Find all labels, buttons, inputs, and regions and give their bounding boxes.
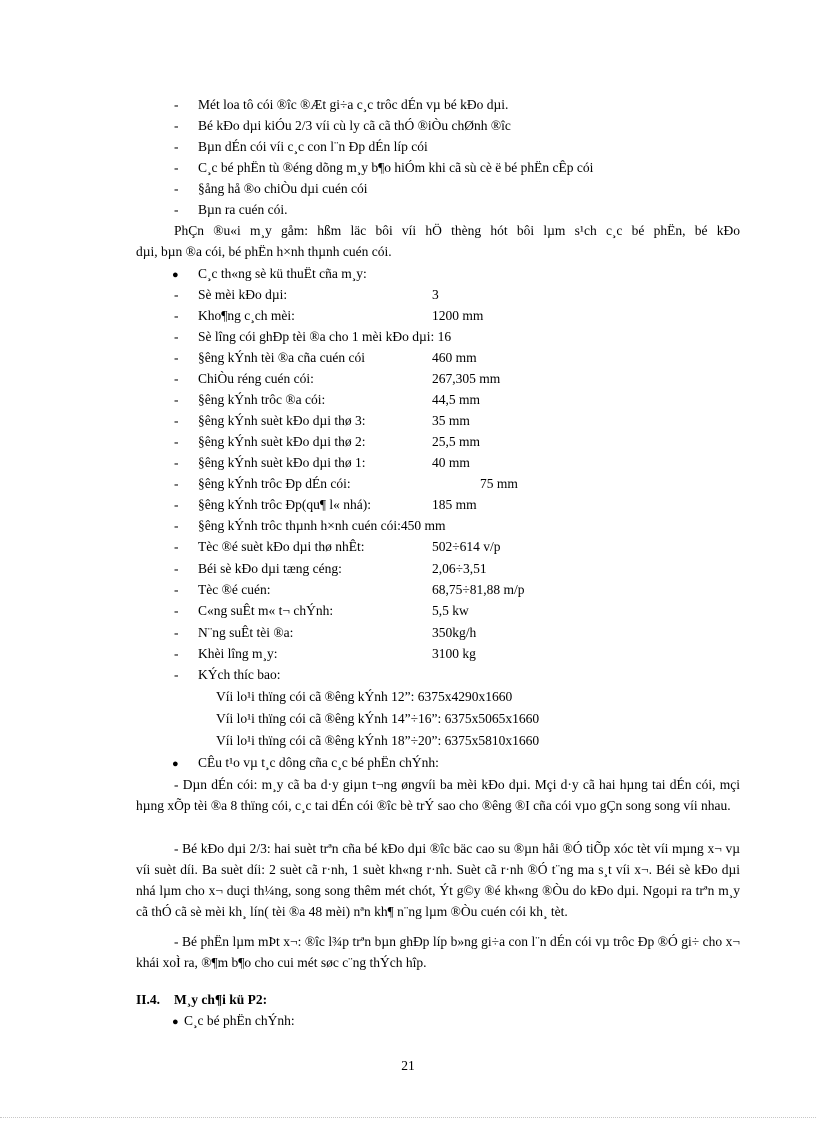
spec-value: 25,5 mm xyxy=(432,434,481,449)
spec-label: Tèc ®é cuén: xyxy=(198,582,271,597)
spec-label: Sè lîng cói ghÐp tèi ®a cho 1 mèi kÐo dµi: 16 xyxy=(198,329,452,344)
structure-header: CÊu t¹o vµ t¸c dông cña c¸c bé phËn chÝnh: xyxy=(198,755,439,770)
spec-value: 75 mm xyxy=(480,476,518,491)
spec-dash: - xyxy=(174,455,179,470)
spec-value: 35 mm xyxy=(432,413,470,428)
structure-paragraph: - Bé phËn lµm mÞt x¬: ®îc l¾p trªn bµn ghÐp líp b»ng gi÷a con l¨n dÉn cói vµ trôc Ðp ®Ó gi÷ cho x¬ khái xoÌ ra, ®¶m b¶o cho cui mét søc c¨ng thÝch hîp. xyxy=(136,934,740,970)
bullet-icon: ● xyxy=(172,1016,179,1028)
spec-label: ChiÒu réng cuén cói: xyxy=(198,371,314,386)
spec-label: Khèi lîng m¸y: xyxy=(198,646,278,661)
page-number: 21 xyxy=(401,1058,415,1073)
spec-dash: - xyxy=(174,497,179,512)
specs-header: C¸c th«ng sè kü thuËt cña m¸y: xyxy=(198,266,367,281)
list-dash: - xyxy=(174,160,179,175)
spec-value: 40 mm xyxy=(432,455,470,470)
spec-label: §êng kÝnh trôc Ðp(qu¶ l« nhá): xyxy=(198,497,371,512)
bullet-icon: ● xyxy=(172,758,179,770)
spec-value: 3 xyxy=(432,287,439,302)
spec-value: 185 mm xyxy=(432,497,477,512)
footer-divider xyxy=(0,1117,816,1118)
spec-dash: - xyxy=(174,350,179,365)
spec-label: §êng kÝnh suèt kÐo dµi thø 1: xyxy=(198,455,366,470)
spec-dash: - xyxy=(174,476,179,491)
list-dash: - xyxy=(174,181,179,196)
spec-label: C«ng suÊt m« t¬ chÝnh: xyxy=(198,603,334,618)
spec-dash: - xyxy=(174,413,179,428)
spec-dash: - xyxy=(174,646,179,661)
spec-dash: - xyxy=(174,518,179,533)
list-item: §ång hå ®o chiÒu dµi cuén cói xyxy=(198,181,368,196)
spec-value: 44,5 mm xyxy=(432,392,481,407)
spec-value: 5,5 kw xyxy=(432,603,469,618)
spec-dash: - xyxy=(174,539,179,554)
spec-value: 350kg/h xyxy=(432,625,477,640)
list-item: Bé kÐo dµi kiÓu 2/3 víi cù ly cã cã thÓ ®iÒu chØnh ®îc xyxy=(198,118,511,133)
spec-value: 68,75÷81,88 m/p xyxy=(432,582,525,597)
list-dash: - xyxy=(174,139,179,154)
spec-label: Sè mèi kÐo dµi: xyxy=(198,287,288,302)
spec-value: 1200 mm xyxy=(432,308,484,323)
spec-dash: - xyxy=(174,371,179,386)
spec-dash: - xyxy=(174,625,179,640)
list-dash: - xyxy=(174,118,179,133)
spec-label: §êng kÝnh trôc thµnh h×nh cuén cói:450 mm xyxy=(198,518,446,533)
dimension-line: Víi lo¹i thïng cói cã ®êng kÝnh 12”: 6375x4290x1660 xyxy=(216,689,513,704)
list-dash: - xyxy=(174,202,179,217)
list-item: Bµn ra cuén cói. xyxy=(198,202,288,217)
spec-label: Béi sè kÐo dµi tæng céng: xyxy=(198,561,342,576)
paragraph-line: dµi, bµn ®a cói, bé phËn h×nh thµnh cuén cói. xyxy=(136,244,392,259)
list-item: C¸c bé phËn tù ®éng dõng m¸y b¶o hiÓm khi cã sù cè ë bé phËn cÊp cói xyxy=(198,160,594,175)
spec-label: Kho¶ng c¸ch mèi: xyxy=(198,308,295,323)
spec-dash: - xyxy=(174,561,179,576)
spec-dash: - xyxy=(174,667,179,682)
spec-dash: - xyxy=(174,603,179,618)
dimension-line: Víi lo¹i thïng cói cã ®êng kÝnh 18”÷20”: 6375x5810x1660 xyxy=(216,733,540,748)
spec-value: 460 mm xyxy=(432,350,477,365)
spec-dash: - xyxy=(174,392,179,407)
spec-dash: - xyxy=(174,434,179,449)
spec-dash: - xyxy=(174,308,179,323)
structure-paragraph: - Dµn dÉn cói: m¸y cã ba d·y giµn t¬ng øngvíi ba mèi kÐo dµi. Mçi d·y cã hai hµng tai dÉn cói, mçi hµng xÕp tèi ®a 8 thïng cói, c¸c tai dÉn cói ®îc bè trÝ sao cho ®êng ®I cña cói vµo gÇn song song víi nhau. xyxy=(136,777,740,813)
list-dash: - xyxy=(174,97,179,112)
list-item: Mét loa tô cói ®îc ®Æt gi÷a c¸c trôc dÉn vµ bé kÐo dµi. xyxy=(198,97,509,112)
spec-label: Tèc ®é suèt kÐo dµi thø nhÊt: xyxy=(198,539,365,554)
spec-label: KÝch thíc bao: xyxy=(198,667,281,682)
section-title: M¸y ch¶i kü P2: xyxy=(174,992,268,1007)
spec-dash: - xyxy=(174,582,179,597)
spec-value: 502÷614 v/p xyxy=(432,539,501,554)
spec-label: §êng kÝnh suèt kÐo dµi thø 3: xyxy=(198,413,366,428)
section-number: II.4. xyxy=(136,992,161,1007)
spec-label: §êng kÝnh tèi ®a cña cuén cói xyxy=(198,350,365,365)
list-item: Bµn dÉn cói víi c¸c con l¨n Ðp dÉn líp cói xyxy=(198,139,428,154)
structure-paragraph: - Bé kÐo dµi 2/3: hai suèt trªn cña bé kÐo dµi ®îc bäc cao su ®µn håi ®Ó tiÕp xóc tèt víi mµng x¬ vµ víi suèt díi. Ba suèt díi: 2 suèt cã r·nh, 1 suèt kh«ng r·nh. Suèt cã r·nh ®Ó t¨ng ma s¸t víi x¬. Béi sè kÐo dµi nhá lµm cho x¬ duçi th¼ng, song song thêm mét chót, Ýt g©y ®é kh«ng ®Òu do kÐo dµi. Ngoµi ra trªn m¸y cã thÓ cã sè mèi kh¸ lín( tèi ®a 48 mèi) nªn kh¶ n¨ng lµm ®Òu cuén cói kh¸ tèt. xyxy=(136,841,740,919)
bullet-icon: ● xyxy=(172,269,179,281)
parts-header: C¸c bé phËn chÝnh: xyxy=(184,1013,295,1028)
spec-label: §êng kÝnh trôc ®a cói: xyxy=(198,392,326,407)
spec-value: 3100 kg xyxy=(432,646,476,661)
spec-label: N¨ng suÊt tèi ®a: xyxy=(198,625,294,640)
paragraph-line: PhÇn ®u«i m¸y gåm: hßm läc bôi víi hÖ thèng hót bôi lµm s¹ch c¸c bé phËn, bé kÐo xyxy=(174,223,740,238)
spec-label: §êng kÝnh trôc Ðp dÉn cói: xyxy=(198,476,351,491)
spec-label: §êng kÝnh suèt kÐo dµi thø 2: xyxy=(198,434,366,449)
spec-dash: - xyxy=(174,287,179,302)
dimension-line: Víi lo¹i thïng cói cã ®êng kÝnh 14”÷16”: 6375x5065x1660 xyxy=(216,711,540,726)
spec-value: 2,06÷3,51 xyxy=(432,561,487,576)
spec-value: 267,305 mm xyxy=(432,371,501,386)
spec-dash: - xyxy=(174,329,179,344)
